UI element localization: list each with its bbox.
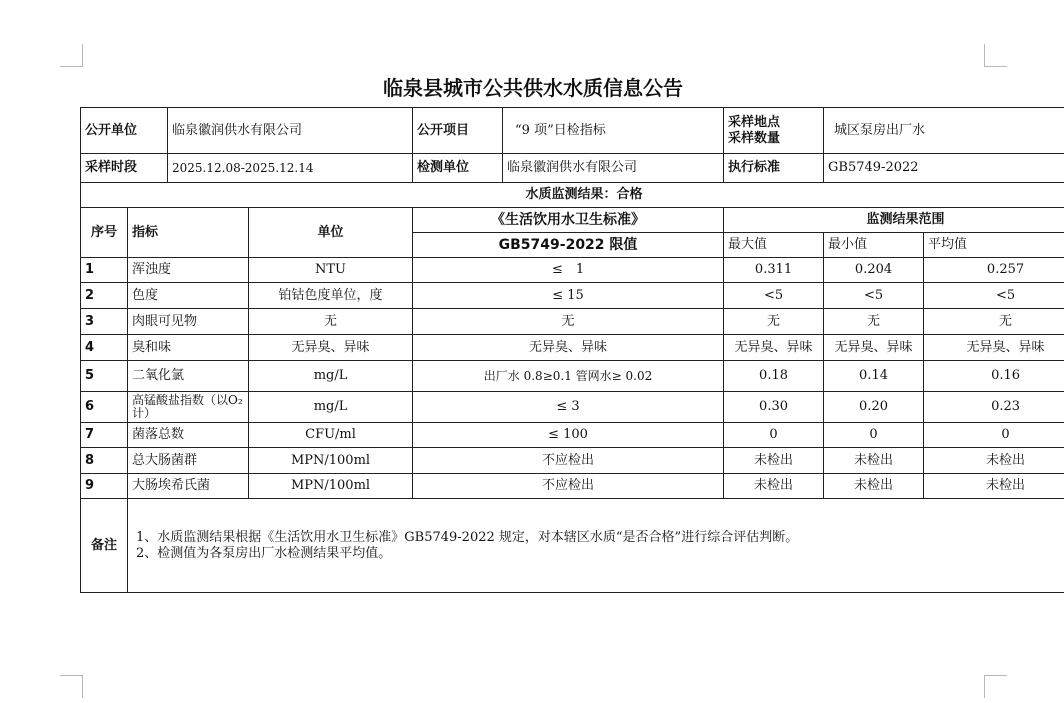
result-summary: 水质监测结果：合格 — [81, 183, 1064, 208]
header-limit-line2: GB5749-2022 限值 — [413, 233, 724, 258]
row-avg: <5 — [924, 283, 1064, 309]
row-unit: 无 — [249, 309, 413, 335]
row-index: 2 — [81, 283, 128, 309]
table-row — [81, 309, 1064, 335]
sampling-period-label: 采样时段 — [81, 154, 168, 183]
sampling-period-value: 2025.12.08-2025.12.14 — [168, 154, 413, 183]
row-avg: 0 — [924, 423, 1064, 448]
row-max: 0.311 — [724, 258, 824, 283]
row-avg: 0.16 — [924, 361, 1064, 392]
remarks-label: 备注 — [81, 499, 128, 593]
row-avg: 未检出 — [924, 448, 1064, 474]
header-avg: 平均值 — [924, 233, 1064, 258]
row-avg: 未检出 — [924, 474, 1064, 499]
row-unit: MPN/100ml — [249, 448, 413, 474]
row-min: 0.204 — [824, 258, 924, 283]
header-unit: 单位 — [249, 208, 413, 258]
crop-mark-top-right — [984, 44, 1007, 67]
testing-unit-label: 检测单位 — [413, 154, 503, 183]
crop-mark-bottom-left — [60, 675, 83, 698]
row-max: 无异臭、异味 — [724, 335, 824, 361]
row-limit: ≤ 3 — [413, 392, 724, 423]
public-unit-value: 临泉徽润供水有限公司 — [168, 108, 413, 154]
row-index: 3 — [81, 309, 128, 335]
row-avg: 无异臭、异味 — [924, 335, 1064, 361]
row-max: 0.18 — [724, 361, 824, 392]
row-unit: 无异臭、异味 — [249, 335, 413, 361]
row-max: 未检出 — [724, 474, 824, 499]
sampling-location-value: 城区泵房出厂水 — [824, 108, 1064, 154]
table-row — [81, 392, 1064, 423]
row-max: 未检出 — [724, 448, 824, 474]
row-limit: 不应检出 — [413, 448, 724, 474]
water-quality-table — [80, 107, 1064, 593]
row-index: 6 — [81, 392, 128, 423]
header-min: 最小值 — [824, 233, 924, 258]
row-min: 未检出 — [824, 474, 924, 499]
row-max: 无 — [724, 309, 824, 335]
row-avg: 无 — [924, 309, 1064, 335]
row-limit: 无异臭、异味 — [413, 335, 724, 361]
row-min: 0 — [824, 423, 924, 448]
row-unit: mg/L — [249, 392, 413, 423]
public-unit-label: 公开单位 — [81, 108, 168, 154]
row-min: <5 — [824, 283, 924, 309]
row-avg: 0.257 — [924, 258, 1064, 283]
row-indicator: 高锰酸盐指数（以O₂计） — [128, 392, 249, 423]
header-limit-line1: 《生活饮用水卫生标准》 — [413, 208, 724, 233]
row-unit: CFU/ml — [249, 423, 413, 448]
sampling-count-label-line: 采样数量 — [728, 130, 781, 146]
row-unit: MPN/100ml — [249, 474, 413, 499]
row-indicator: 菌落总数 — [128, 423, 249, 448]
row-min: 0.14 — [824, 361, 924, 392]
row-limit: ≤ 1 — [413, 258, 724, 283]
table-row — [81, 474, 1064, 499]
row-max: <5 — [724, 283, 824, 309]
row-limit: ≤ 15 — [413, 283, 724, 309]
remark-1: 1、水质监测结果根据《生活饮用水卫生标准》GB5749-2022 规定，对本辖区水质“是否合格”进行综合评估判断。 — [136, 529, 799, 545]
row-indicator: 二氧化氯 — [128, 361, 249, 392]
row-min: 无异臭、异味 — [824, 335, 924, 361]
crop-mark-top-left — [60, 44, 83, 67]
standard-label: 执行标准 — [724, 154, 824, 183]
public-item-value: “9 项”日检指标 — [503, 108, 724, 154]
header-row-1 — [81, 208, 1064, 233]
row-index: 9 — [81, 474, 128, 499]
row-index: 1 — [81, 258, 128, 283]
header-index: 序号 — [81, 208, 128, 258]
header-max: 最大值 — [724, 233, 824, 258]
row-limit: 出厂水 0.8≥0.1 管网水≥ 0.02 — [413, 361, 724, 392]
result-summary-row — [81, 183, 1064, 208]
row-indicator: 浑浊度 — [128, 258, 249, 283]
row-indicator: 总大肠菌群 — [128, 448, 249, 474]
crop-mark-bottom-right — [984, 675, 1007, 698]
row-index: 8 — [81, 448, 128, 474]
row-min: 0.20 — [824, 392, 924, 423]
table-row — [81, 283, 1064, 309]
row-avg: 0.23 — [924, 392, 1064, 423]
row-unit: 铂钴色度单位，度 — [249, 283, 413, 309]
row-min: 无 — [824, 309, 924, 335]
row-unit: NTU — [249, 258, 413, 283]
table-row — [81, 335, 1064, 361]
row-indicator: 色度 — [128, 283, 249, 309]
row-indicator: 臭和味 — [128, 335, 249, 361]
row-limit: ≤ 100 — [413, 423, 724, 448]
table-row — [81, 258, 1064, 283]
row-limit: 不应检出 — [413, 474, 724, 499]
sampling-location-label-line: 采样地点 — [728, 114, 781, 130]
header-indicator: 指标 — [128, 208, 249, 258]
sampling-location-label — [724, 108, 824, 154]
info-row-1 — [81, 108, 1064, 154]
standard-value: GB5749-2022 — [824, 154, 1064, 183]
row-unit: mg/L — [249, 361, 413, 392]
row-max: 0 — [724, 423, 824, 448]
row-index: 4 — [81, 335, 128, 361]
testing-unit-value: 临泉徽润供水有限公司 — [503, 154, 724, 183]
table-row — [81, 361, 1064, 392]
row-indicator: 大肠埃希氏菌 — [128, 474, 249, 499]
row-index: 7 — [81, 423, 128, 448]
remarks-content — [128, 499, 1064, 593]
row-min: 未检出 — [824, 448, 924, 474]
info-row-2 — [81, 154, 1064, 183]
row-limit: 无 — [413, 309, 724, 335]
row-index: 5 — [81, 361, 128, 392]
table-row — [81, 448, 1064, 474]
row-indicator: 肉眼可见物 — [128, 309, 249, 335]
row-max: 0.30 — [724, 392, 824, 423]
document-title: 临泉县城市公共供水水质信息公告 — [383, 76, 683, 100]
remark-2: 2、检测值为各泵房出厂水检测结果平均值。 — [136, 545, 392, 561]
public-item-label: 公开项目 — [413, 108, 503, 154]
header-range: 监测结果范围 — [724, 208, 1064, 233]
remarks-row — [81, 499, 1064, 593]
table-row — [81, 423, 1064, 448]
